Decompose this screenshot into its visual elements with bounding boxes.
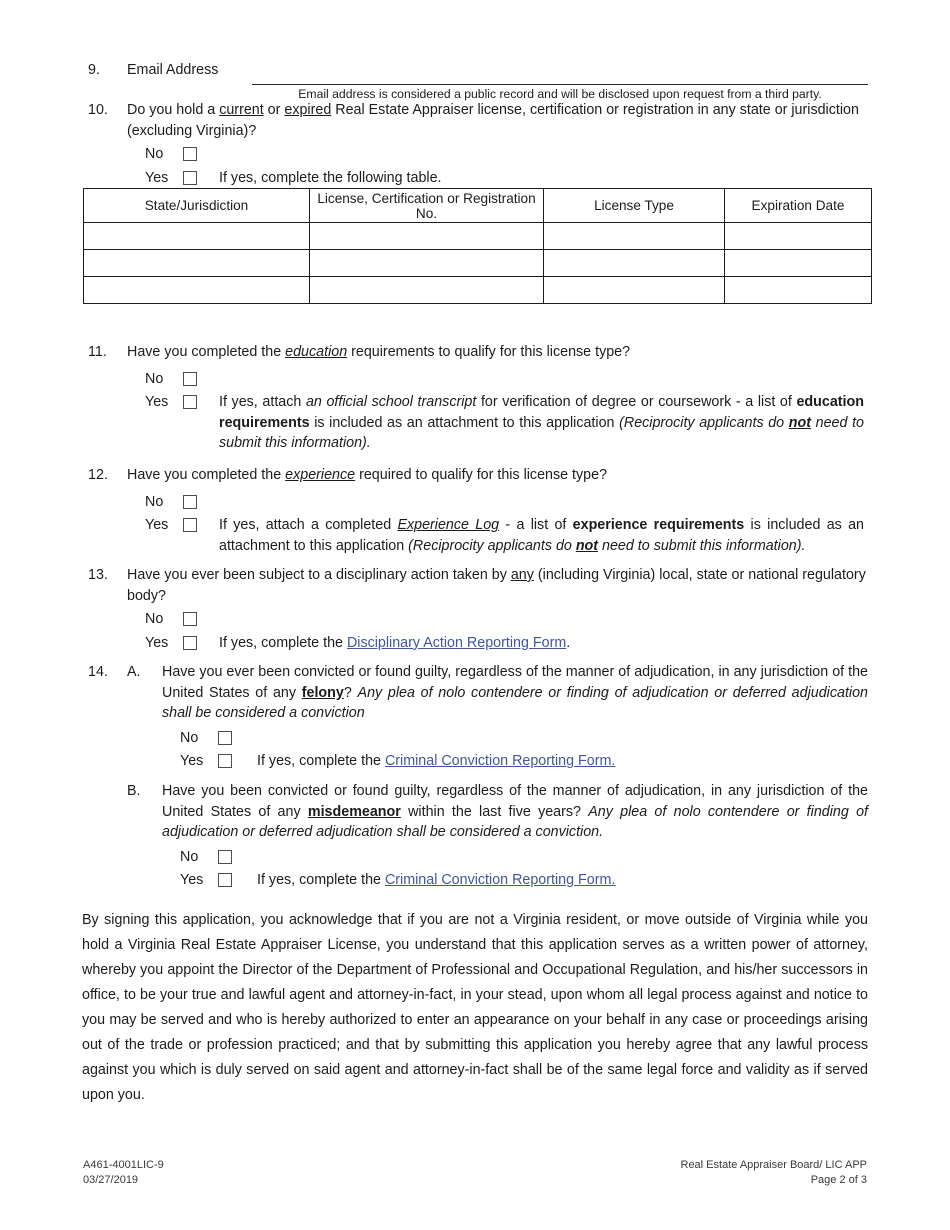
item-14a-y1: If yes, complete the [257,753,385,770]
item-14a-no-label: No [180,729,199,746]
item-11-education-emphasis: education [285,344,348,360]
item-14b-yes-label: Yes [180,872,204,889]
item-10-yes-instruction: If yes, complete the following table. [219,169,442,186]
table-cell-state[interactable] [84,250,310,277]
item-14b-y1: If yes, complete the [257,872,385,889]
item-11-y6: (Reciprocity applicants do [619,414,789,431]
table-cell-license-type[interactable] [544,250,725,277]
item-14b-no-checkbox[interactable] [218,850,232,864]
item-12-q-part-b: required to qualify for this license type? [355,467,608,483]
table-header-license-type: License Type [544,189,725,223]
table-cell-state[interactable] [84,223,310,250]
item-12-question [127,465,868,486]
item-12-no-label: No [145,493,164,510]
item-12-experience-emphasis: experience [285,467,356,483]
table-row[interactable] [84,250,872,277]
item-14b-misdemeanor [88,781,868,891]
item-9-label: Email Address [127,62,219,78]
item-10-yes-label: Yes [145,169,169,186]
item-10-current-emphasis: current [219,102,264,118]
item-12-q-part-a: Have you completed the [127,467,286,483]
item-14-convictions [88,662,868,772]
item-14a-q3: ? [343,684,358,701]
table-header-license-number: License, Certification or Registration No. [310,189,544,223]
item-10-yes-row[interactable] [127,168,868,189]
item-13-yes-label: Yes [145,634,169,651]
item-12-y3: - a list of [499,517,573,534]
table-row[interactable] [84,277,872,304]
item-13-question [127,565,868,606]
item-11-y5: is included as an attachment to this application [309,414,620,431]
item-14b-no-label: No [180,848,199,865]
footer-right [681,1158,868,1187]
footer-board-name: Real Estate Appraiser Board/ LIC APP [680,1159,867,1171]
item-12-yes-label: Yes [145,517,169,534]
item-13-disciplinary-action [88,565,868,653]
item-14b-misdemeanor-emphasis: misdemeanor [307,803,401,820]
item-13-q-part-a: Have you ever been subject to a disciplinary action taken by [127,567,511,583]
item-12-not-emphasis: not [575,537,599,554]
item-14b-q1: Have you been convicted or found guilty, regardless of the manner of adjudication, in any jurisdiction of the United States of any [162,783,868,820]
item-10-expired-emphasis: expired [284,102,332,118]
item-12-y6: (Reciprocity applicants do [408,537,576,554]
item-11-education-requirements-emphasis: education requirements [219,394,864,431]
item-10-q-part-c: Real Estate Appraiser license, certification or registration in any state or jurisdiction (excluding Virginia)? [127,102,859,139]
table-cell-expiration-date[interactable] [725,277,872,304]
email-address-input-rule[interactable] [252,84,868,85]
item-10-no-label: No [145,146,164,163]
item-14a-letter: A. [127,664,141,680]
item-10-question [127,100,868,141]
item-14a-yes-checkbox[interactable] [218,754,232,768]
item-11-no-row[interactable] [127,369,868,390]
item-11-no-checkbox[interactable] [183,372,197,386]
item-9-number: 9. [88,62,100,78]
item-11-yes-instruction [219,392,864,454]
criminal-conviction-reporting-form-link[interactable]: Criminal Conviction Reporting Form. [384,753,616,770]
item-11-question [127,342,868,363]
item-14b-yes-instruction [257,870,868,891]
footer-page-number: Page 2 of 3 [810,1173,867,1186]
item-9-email-address [88,60,868,81]
item-11-q-part-b: requirements to qualify for this license type? [347,344,631,360]
item-14a-yes-instruction [257,751,868,772]
footer-form-number: A461-4001LIC-9 [83,1159,164,1171]
item-11-y1: If yes, attach [219,394,306,411]
item-13-number: 13. [88,567,108,583]
item-14a-felony-emphasis: felony [301,684,344,701]
item-13-y3: . [566,634,571,651]
email-public-record-note: Email address is considered a public record and will be disclosed upon request from a third party. [298,87,822,101]
item-12-experience-requirements-emphasis: experience requirements [572,517,745,534]
table-cell-license-number[interactable] [310,250,544,277]
item-14a-no-row[interactable] [162,728,868,749]
item-11-y8: need to submit this information). [219,414,864,452]
out-of-state-license-table [83,188,872,304]
table-header-state: State/Jurisdiction [84,189,310,223]
item-14b-q4: Any plea of nolo contendere or finding of adjudication or deferred adjudication shall be considered a conviction. [162,803,868,841]
item-10-number: 10. [88,102,108,118]
item-14-number: 14. [88,664,108,680]
item-14a-q1: Have you ever been convicted or found guilty, regardless of the manner of adjudication, in any jurisdiction of the United States of any [162,664,868,701]
item-10-yes-checkbox[interactable] [183,171,197,185]
table-cell-license-type[interactable] [544,223,725,250]
item-14a-yes-row[interactable] [162,751,868,772]
item-13-yes-row[interactable] [127,633,868,654]
item-10-no-row[interactable] [127,144,868,165]
table-cell-license-type[interactable] [544,277,725,304]
item-11-not-emphasis: not [788,414,811,431]
item-12-yes-row[interactable] [127,515,868,556]
item-12-y5: is included as an attachment to this application [219,517,864,554]
item-12-y8: need to submit this information). [598,537,806,554]
item-13-no-row[interactable] [127,609,868,630]
item-12-number: 12. [88,467,108,483]
item-11-no-label: No [145,370,164,387]
item-10-q-part-b: or [263,102,285,118]
item-11-number: 11. [88,344,107,360]
item-12-y1: If yes, attach a completed [219,517,398,534]
table-cell-expiration-date[interactable] [725,250,872,277]
item-14a-question [162,662,868,724]
item-14a-yes-label: Yes [180,753,204,770]
item-12-experience-log-emphasis: Experience Log [397,517,500,534]
criminal-conviction-reporting-form-link[interactable]: Criminal Conviction Reporting Form. [384,872,616,889]
item-14b-question [162,781,868,843]
item-11-yes-row[interactable] [127,392,868,454]
item-14b-q3: within the last five years? [400,803,589,820]
item-13-no-checkbox[interactable] [183,612,197,626]
item-14b-no-row[interactable] [162,847,868,868]
item-11-education [88,342,868,454]
disciplinary-action-reporting-form-link[interactable]: Disciplinary Action Reporting Form [346,634,567,651]
item-14b-yes-row[interactable] [162,870,868,891]
item-13-any-emphasis: any [510,567,534,583]
item-12-yes-checkbox[interactable] [183,518,197,532]
item-13-y1: If yes, complete the [219,634,347,651]
item-11-transcript-emphasis: an official school transcript [305,394,477,411]
item-12-no-checkbox[interactable] [183,495,197,509]
footer-form-date: 03/27/2019 [83,1173,139,1186]
item-12-yes-instruction [219,515,864,556]
item-11-q-part-a: Have you completed the [127,344,286,360]
table-cell-license-number[interactable] [310,223,544,250]
power-of-attorney-attestation: By signing this application, you acknowledge that if you are not a Virginia resident, or move outside of Virginia while you hold a Virginia Real Estate Appraiser License, you understand that this application serves as a written power of attorney, whereby you appoint the Director of the Department of Professional and Occupational Regulation, and his/her successors in office, to be your true and lawful agent and attorney-in-fact, in your stead, upon whom all legal process against and notice to you may be served and who is hereby authorized to enter an appearance on your behalf in any case or proceedings arising out of the trade or profession practiced; and that by submitting this application you hereby agree that any lawful process against you which is duly served on said agent and attorney-in-fact shall be of the same legal force and validity as if served upon you. [82,912,868,1103]
item-13-no-label: No [145,611,164,628]
table-cell-license-number[interactable] [310,277,544,304]
table-cell-state[interactable] [84,277,310,304]
item-13-yes-instruction [219,633,868,654]
item-12-no-row[interactable] [127,492,868,513]
item-10-out-of-state-license [88,100,868,188]
item-11-y3: for verification of degree or coursework - a list of [476,394,797,411]
item-14b-letter: B. [127,783,141,799]
table-cell-expiration-date[interactable] [725,223,872,250]
item-10-no-checkbox[interactable] [183,147,197,161]
item-13-q-part-b: (including Virginia) local, state or national regulatory body? [127,567,866,604]
item-14b-yes-checkbox[interactable] [218,873,232,887]
table-header-row [84,189,872,223]
table-header-expiration-date: Expiration Date [725,189,872,223]
item-14a-q4: Any plea of nolo contendere or finding of adjudication or deferred adjudication shall be considered a conviction [162,684,868,722]
item-10-q-part-a: Do you hold a [127,102,220,118]
item-11-yes-label: Yes [145,394,169,411]
item-13-yes-checkbox[interactable] [183,636,197,650]
footer-left [83,1158,164,1187]
item-12-experience [88,465,868,556]
table-row[interactable] [84,223,872,250]
item-14a-no-checkbox[interactable] [218,731,232,745]
item-11-yes-checkbox[interactable] [183,395,197,409]
